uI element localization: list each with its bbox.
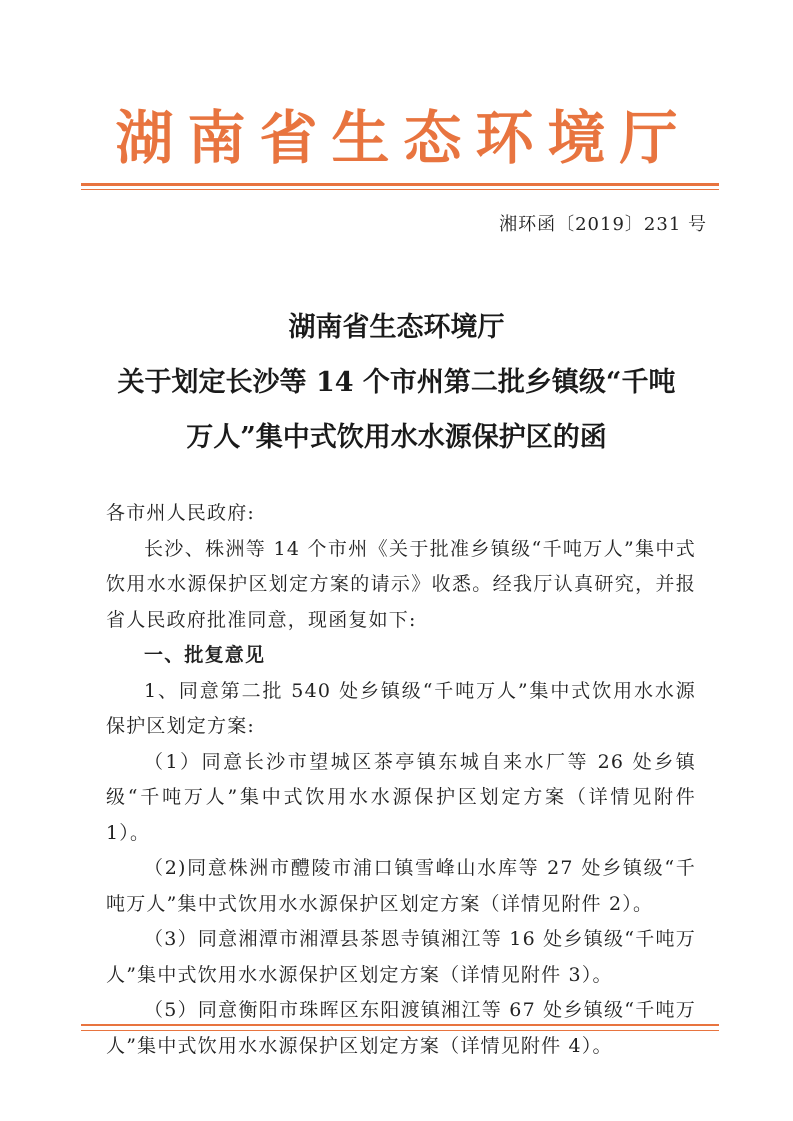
- item-1: 1、同意第二批 540 处乡镇级“千吨万人”集中式饮用水水源保护区划定方案:: [106, 679, 696, 737]
- sub-item-1: （1）同意长沙市望城区茶亭镇东城自来水厂等 26 处乡镇级“千吨万人”集中式饮用水水源保护区划定方案（详情见附件 1）。: [106, 750, 696, 844]
- letterhead-title: 湖南省生态环境厅: [115, 104, 692, 172]
- document-number: 湘环函〔2019〕231 号: [499, 214, 707, 235]
- title-line-2: 关于划定长沙等 14 个市州第二批乡镇级“千吨: [117, 367, 676, 398]
- section-heading-approval: 一、批复意见: [144, 644, 266, 666]
- footer-divider-thick: [81, 1024, 719, 1026]
- header-divider-thin: [81, 189, 719, 190]
- sub-item-3: （3）同意湘潭市湘潭县茶恩寺镇湘江等 16 处乡镇级“千吨万人”集中式饮用水水源保护区划定方案（详情见附件 3）。: [106, 928, 696, 986]
- title-line-1: 湖南省生态环境厅: [288, 312, 505, 343]
- footer-divider-thin: [81, 1030, 719, 1031]
- document-title: [60, 300, 733, 465]
- header-divider-thick: [81, 183, 719, 186]
- salutation: 各市州人民政府:: [106, 502, 256, 524]
- sub-item-5: （5）同意衡阳市珠晖区东阳渡镇湘江等 67 处乡镇级“千吨万人”集中式饮用水水源保护区划定方案（详情见附件 4）。: [106, 999, 696, 1057]
- document-body: [106, 496, 696, 1064]
- title-line-3: 万人”集中式饮用水水源保护区的函: [186, 422, 607, 453]
- intro-paragraph: 长沙、株洲等 14 个市州《关于批准乡镇级“千吨万人”集中式饮用水水源保护区划定方案的请示》收悉。经我厅认真研究，并报省人民政府批准同意，现函复如下:: [106, 537, 696, 631]
- sub-item-2: （2)同意株洲市醴陵市浦口镇雪峰山水库等 27 处乡镇级“千吨万人”集中式饮用水水源保护区划定方案（详情见附件 2）。: [106, 857, 696, 915]
